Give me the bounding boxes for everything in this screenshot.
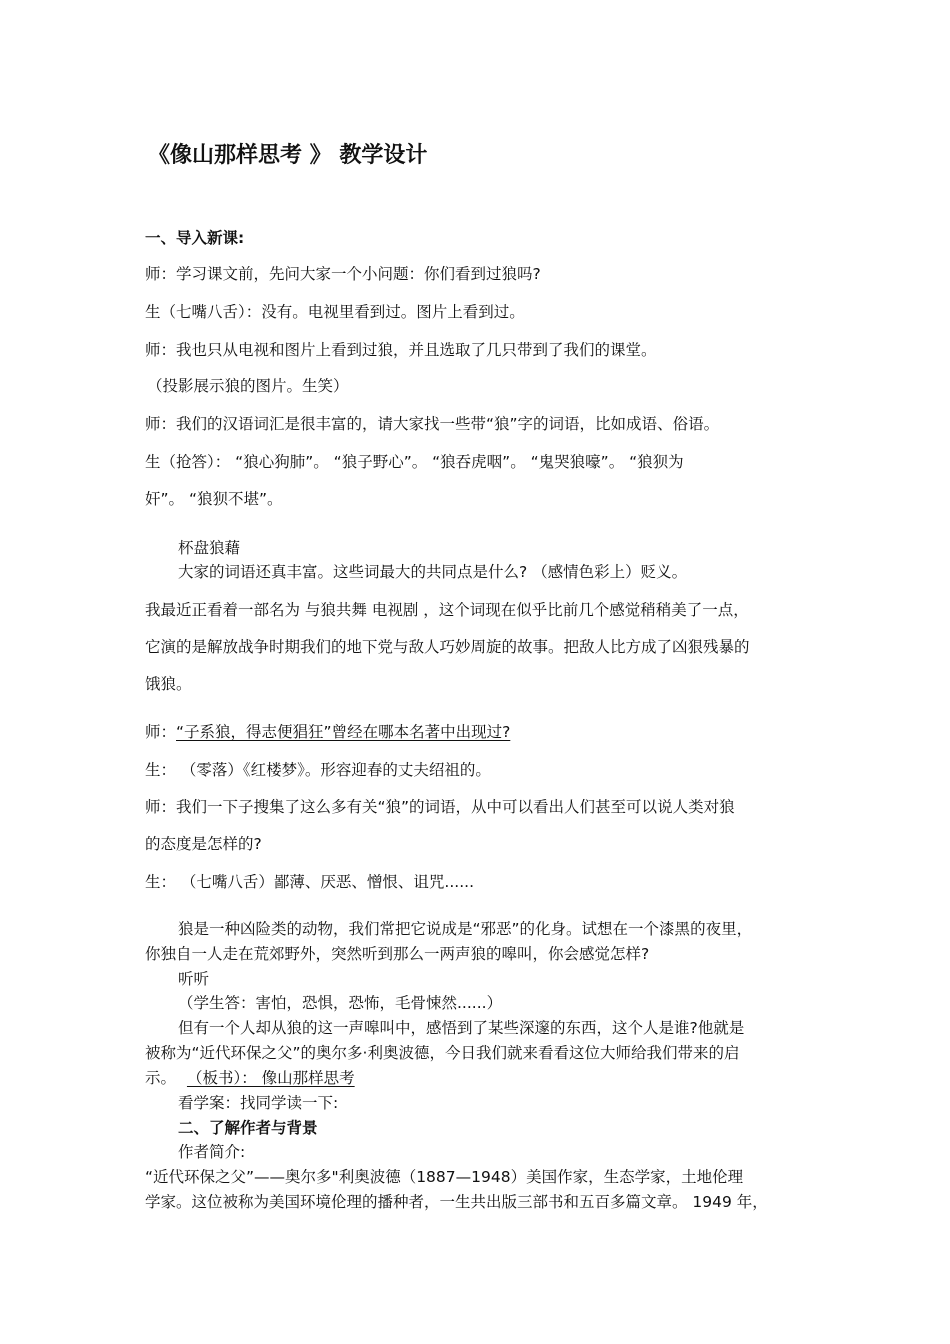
document-title: 《像山那样思考 》 教学设计 [148, 143, 428, 168]
paragraph-line: 看学案：找同学读一下: [178, 1094, 339, 1112]
paragraph-line: 学家。这位被称为美国环境伦理的播种者，一生共出版三部书和五百多篇文章。 1949 年， [145, 1193, 768, 1211]
paragraph-line: 它演的是解放战争时期我们的地下党与敌人巧妙周旋的故事。把敌人比方成了凶狠残暴的 [145, 638, 750, 656]
paragraph-line: 生： （零落）《红楼梦》。形容迎春的丈夫绍祖的。 [145, 761, 491, 779]
paragraph-line: 狼是一种凶险类的动物，我们常把它说成是“邪恶”的化身。试想在一个漆黑的夜里， [178, 920, 753, 938]
paragraph-line: （投影展示狼的图片。生笑） [147, 377, 349, 395]
paragraph-line: 被称为“近代环保之父”的奥尔多·利奥波德，今日我们就来看看这位大师给我们带来的启 [145, 1044, 740, 1062]
paragraph-line: 听听 [178, 970, 210, 988]
paragraph-line: 但有一个人却从狼的这一声嗥叫中，感悟到了某些深邃的东西，这个人是谁?他就是 [178, 1019, 745, 1037]
paragraph-line [145, 1068, 355, 1088]
paragraph-line: 作者简介: [178, 1143, 246, 1161]
paragraph-line: 生（七嘴八舌）：没有。电视里看到过。图片上看到过。 [145, 303, 525, 321]
paragraph-line: 杯盘狼藉 [178, 539, 241, 557]
board-note: （板书）： 像山那样思考 [186, 1069, 355, 1087]
paragraph-line: 生： （七嘴八舌）鄙薄、厌恶、憎恨、诅咒...... [145, 873, 474, 891]
section-heading-intro: 一、导入新课: [145, 229, 245, 247]
paragraph-line: 师：我们一下子搜集了这么多有关“狼”的词语，从中可以看出人们甚至可以说人类对狼 [145, 798, 735, 816]
paragraph-line: 饿狼。 [145, 675, 192, 693]
paragraph-line: 奸”。 “狼狈不堪”。 [145, 490, 283, 508]
paragraph-line: 师：我也只从电视和图片上看到过狼，并且选取了几只带到了我们的课堂。 [145, 341, 657, 359]
paragraph-line: 的态度是怎样的? [145, 835, 262, 853]
paragraph-line: 生（抢答）： “狼心狗肺”。 “狼子野心”。 “狼吞虎咽”。 “鬼哭狼嚎”。 “狼狈为 [145, 453, 684, 471]
paragraph-line: 我最近正看着一部名为 与狼共舞 电视剧 ，这个词现在似乎比前几个感觉稍稍美了一点， [145, 601, 749, 619]
paragraph-line [145, 722, 510, 742]
paragraph-line: 你独自一人走在荒郊野外，突然听到那么一两声狼的嗥叫，你会感觉怎样? [145, 945, 650, 963]
section-heading-author: 二、了解作者与背景 [178, 1119, 318, 1137]
paragraph-line: “近代环保之父”——奥尔多"利奥波德（1887—1948）美国作家，生态学家，土地伦理 [145, 1168, 744, 1186]
paragraph-line: 师：学习课文前，先问大家一个小问题：你们看到过狼吗? [145, 265, 541, 283]
paragraph-line: （学生答：害怕，恐惧，恐怖，毛骨悚然......） [178, 994, 503, 1012]
speaker-label: 师： [145, 723, 177, 741]
paragraph-line: 师：我们的汉语词汇是很丰富的，请大家找一些带“狼”字的词语，比如成语、俗语。 [145, 415, 720, 433]
line-text: 示。 [145, 1069, 177, 1087]
paragraph-line: 大家的词语还真丰富。这些词最大的共同点是什么? （感情色彩上）贬义。 [178, 563, 688, 581]
underlined-question: “子系狼，得志便猖狂”曾经在哪本名著中出现过? [176, 723, 511, 741]
